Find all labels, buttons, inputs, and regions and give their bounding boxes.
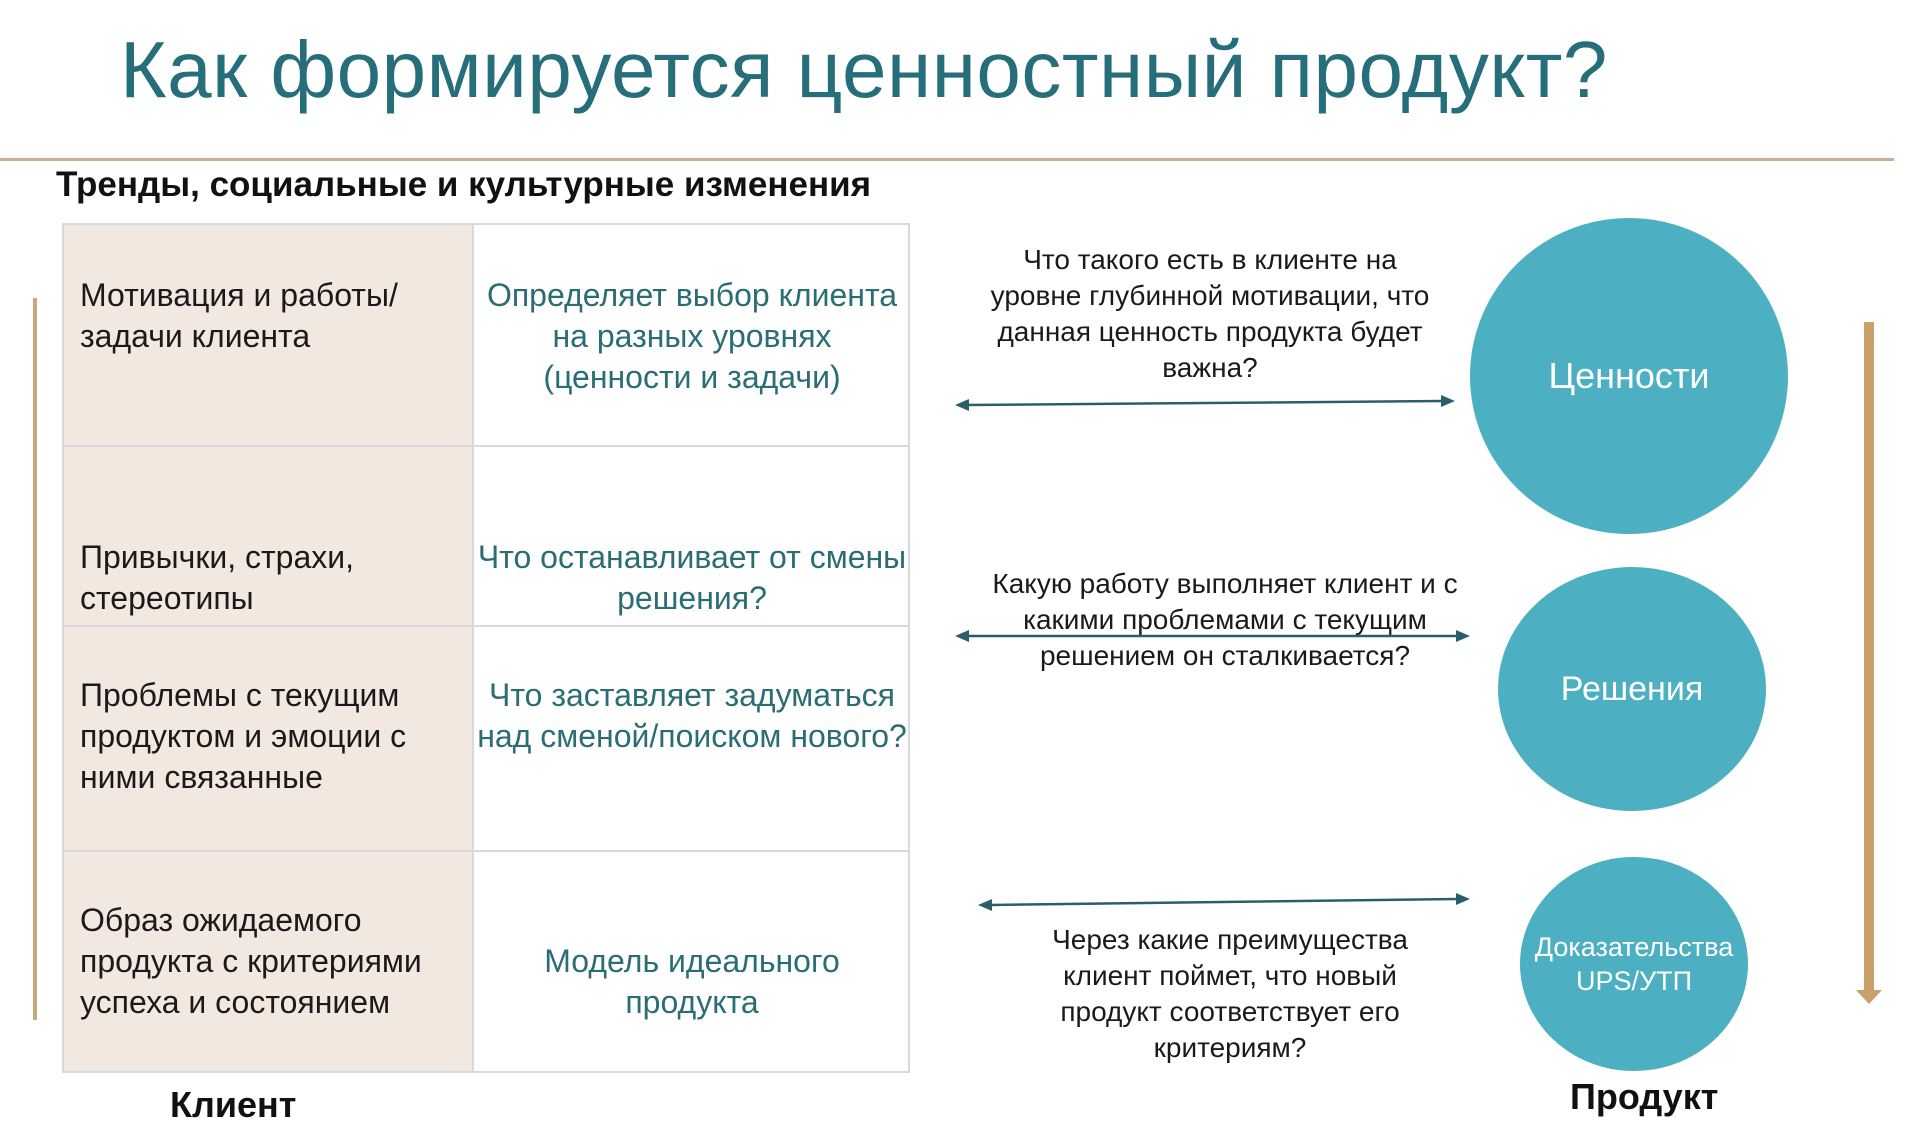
question-solutions: Какую работу выполняет клиент и с какими проблемами с текущим решением он сталкивается? — [992, 568, 1458, 671]
page-title: Как формируется ценностный продукт? — [120, 25, 1608, 114]
client-label: Клиент — [170, 1084, 297, 1125]
meaning-cell-habits: Что останавливает от смены решения? — [477, 539, 907, 616]
client-cell-habits: Привычки, страхи, стереотипы — [80, 539, 355, 616]
client-cell-expected: Образ ожидаемого продукта с критериями успеха и состоянием — [80, 902, 422, 1020]
title-divider — [0, 158, 1894, 161]
row-divider — [64, 850, 908, 852]
circle-values — [1470, 218, 1788, 534]
row-divider — [64, 445, 908, 447]
product-label: Продукт — [1570, 1076, 1719, 1117]
question-values: Что такого есть в клиенте на уровне глубинной мотивации, что данная ценность продукта будет важна? — [990, 244, 1430, 383]
double-arrow-proof — [978, 887, 1470, 917]
circle-proof — [1520, 857, 1748, 1071]
circle-values-label: Ценности — [1548, 355, 1710, 396]
circle-solutions-label: Решения — [1560, 669, 1704, 708]
meaning-cell-motivation: Определяет выбор клиента на разных уровнях (ценности и задачи) — [486, 277, 898, 395]
right-vertical-arrow — [1864, 322, 1874, 994]
section-heading: Тренды, социальные и культурные изменения — [56, 165, 872, 204]
meaning-cell-expected: Модель идеального продукта — [544, 943, 840, 1020]
client-cell-motivation: Мотивация и работы/задачи клиента — [80, 277, 398, 354]
client-table — [62, 223, 910, 1073]
double-arrow-values — [955, 390, 1455, 420]
client-cell-problems: Проблемы с текущим продуктом и эмоции с ними связанные — [80, 677, 407, 795]
circle-solutions — [1498, 567, 1766, 811]
row-divider — [64, 625, 908, 627]
circle-proof-label: Доказательства UPS/УТП — [1534, 932, 1734, 996]
question-proof: Через какие преимущества клиент поймет, что новый продукт соответствует его критериям? — [1052, 924, 1408, 1063]
double-arrow-solutions — [955, 621, 1470, 651]
left-vertical-line — [33, 298, 37, 1020]
right-arrow-head — [1856, 990, 1882, 1004]
meaning-cell-problems: Что заставляет задуматься над сменой/поиском нового? — [477, 677, 907, 754]
